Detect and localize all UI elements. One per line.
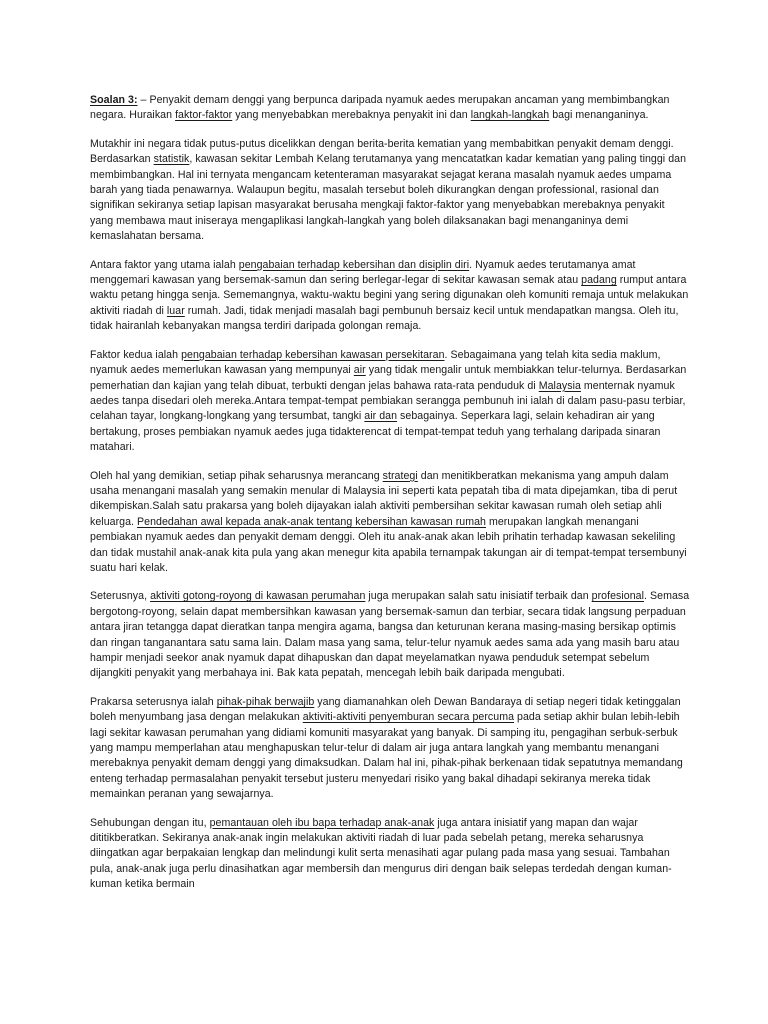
text-run: yang tidak mengalir untuk membiakkan telur-telurnya. Berdasarkan pemerhatian dan kajian yang telah dibuat, terbukti dengan jelas bahawa rata-rata penduduk di	[90, 364, 687, 392]
text-run: . Nyamuk aedes terutamanya amat menggemari kawasan yang bersemak-samun dan sering berlegar-legar di sekitar kawasan semak atau	[90, 258, 636, 287]
underlined-phrase: faktor-faktor	[175, 109, 233, 122]
underlined-phrase: pemantauan oleh ibu bapa terhadap anak-anak	[209, 816, 435, 829]
underlined-phrase: luar	[166, 304, 185, 317]
text-run: Faktor kedua ialah	[90, 348, 182, 361]
text-run: sebagainya. Seperkara lagi, selain kehadiran air yang bertakung, proses pembiakan nyamuk aedes juga tidakterencat di tempat-tempat teduh yang terhalang daripada sinaran matahari.	[90, 410, 661, 454]
text-run: – Penyakit demam denggi yang berpunca daripada nyamuk aedes merupakan ancaman yang membimbangkan negara. Huraikan	[90, 94, 670, 122]
underlined-phrase: langkah-langkah	[470, 109, 550, 122]
underlined-phrase: strategi	[382, 469, 418, 482]
text-run: merupakan langkah menangani pembiakan nyamuk aedes dan penyakit demam denggi. Oleh itu anak-anak akan lebih prihatin terhadap kawasan sekeliling dan tidak mustahil anak-anak kita pula yang akan menegur kita apabila ternampak takungan air di tempat-tempat tersembunyi suatu hari kelak.	[90, 515, 687, 574]
text-run: yang diamanahkan oleh Dewan Bandaraya di setiap negeri tidak ketinggalan boleh menyumbang jasa dengan melakukan	[90, 695, 681, 724]
underlined-phrase: Pendedahan awal kepada anak-anak tentang kebersihan kawasan rumah	[137, 515, 486, 528]
body-paragraph	[90, 348, 690, 456]
body-paragraph	[90, 816, 690, 893]
underlined-phrase: pengabaian terhadap kebersihan kawasan persekitaran	[181, 348, 445, 361]
underlined-phrase: air dan	[364, 410, 398, 423]
text-run: juga merupakan salah satu inisiatif terbaik dan	[365, 590, 592, 603]
document-page	[90, 93, 690, 906]
underlined-phrase: statistik	[153, 153, 190, 166]
text-run: dan menitikberatkan mekanisma yang ampuh dalam usaha menangani masalah yang semakin menular di Malaysia ini seperti kata pepatah tiba di mata dipejamkan, tiba di perut dikempiskan.Salah satu prakarsa yang boleh dijayakan ialah aktiviti pembersihan sekitar kawasan rumah oleh setiap ahli keluarga.	[90, 469, 678, 528]
text-run: Mutakhir ini negara tidak putus-putus dicelikkan dengan berita-berita kematian yang membabitkan penyakit demam denggi. Berdasarkan	[90, 137, 674, 166]
question-label: Soalan 3:	[90, 94, 138, 106]
text-run: Sehubungan dengan itu,	[90, 816, 210, 829]
text-run: juga antara inisiatif yang mapan dan wajar dititikberatkan. Sekiranya anak-anak ingin melakukan aktiviti riadah di luar pada sebelah petang, mereka seharusnya diingatkan agar berpakaian lengkap dan melindungi kulit serta menasihati agar pulang pada masa yang sesuai. Tambahan pula, anak-anak juga perlu dinasihatkan agar membersih dan mengurus diri dengan baik selepas terdedah dengan kuman-kuman ketika bermain	[90, 816, 672, 891]
body-paragraph	[90, 137, 690, 245]
text-run: . Sebagaimana yang telah kita sedia maklum, nyamuk aedes memerlukan kawasan yang mempunyai	[90, 348, 661, 377]
body-paragraph	[90, 695, 690, 803]
text-run: Prakarsa seterusnya ialah	[90, 695, 217, 708]
text-run: . Semasa bergotong-royong, selain dapat membersihkan kawasan yang bersemak-samun dan terbiar, secara tidak langsung perpaduan antara jiran tetangga dapat dieratkan tanpa mengira agama, bangsa dan keturunan kerana masing-masing bersikap optimis dan ringan tanganantara satu sama lain. Dalam masa yang sama, telur-telur nyamuk aedes sama ada yang masih baru atau hampir menjadi seekor anak nyamuk dapat dihapuskan dan dapat meyelamatkan nyawa penduduk setempat sebelum dijangkiti penyakit yang merbahaya ini. Bak kata pepatah, mencegah lebih baik daripada mengubati.	[90, 590, 690, 680]
text-run: pada setiap akhir bulan lebih-lebih lagi sekitar kawasan perumahan yang didiami komuniti masyarakat yang banyak. Di samping itu, pengagihan serbuk-serbuk yang mampu memperlahan atau menghapuskan telur-telur di dalam air juga antara langkah yang membantu menangani merebaknya penyakit demam denggi yang dimaksudkan. Dalam hal ini, pihak-pihak berkenaan tidak sepatutnya memandang enteng terhadap permasalahan penyakit tersebut justeru menyedari risiko yang bakal dihadapi sekiranya mereka tidak memainkan peranan yang sewajarnya.	[90, 711, 683, 801]
underlined-phrase: aktiviti gotong-royong di kawasan perumahan	[150, 590, 366, 603]
underlined-phrase: pihak-pihak berwajib	[216, 695, 315, 708]
text-run: bagi menanganinya.	[549, 109, 649, 122]
underlined-phrase: profesional	[591, 590, 645, 603]
underlined-phrase: Malaysia	[538, 379, 581, 392]
text-run: , kawasan sekitar Lembah Kelang terutamanya yang mencatatkan kadar kematian yang paling tinggi dan membimbangkan. Hal ini ternyata mengancam ketenteraman masyarakat sejagat kerana masalah nyamuk aedes umpama barah yang tiada penawarnya. Walaupun begitu, masalah tersebut boleh dikurangkan dengan professional, rasional dan signifikan sekiranya setiap lapisan masyarakat berusaha mengkaji faktor-faktor yang menyebabkan merebaknya penyakit yang membawa maut iniseraya mengaplikasi langkah-langkah yang boleh dilaksanakan bagi menanganinya demi kemaslahatan bersama.	[90, 153, 687, 243]
body-paragraph	[90, 258, 690, 335]
text-run: menternak nyamuk aedes tanpa disedari oleh mereka.Antara tempat-tempat pembiakan serangga pembunuh ini ialah di dalam pasu-pasu terbiar, celahan tayar, longkang-longkang yang tersumbat, tangki	[90, 379, 686, 423]
underlined-phrase: aktiviti-aktiviti penyemburan secara percuma	[302, 711, 515, 724]
text-run: Oleh hal yang demikian, setiap pihak seharusnya merancang	[90, 469, 383, 482]
body-paragraph	[90, 469, 690, 577]
underlined-phrase: padang	[581, 274, 617, 287]
body-paragraph	[90, 589, 690, 681]
question-paragraph	[90, 93, 690, 124]
underlined-phrase: pengabaian terhadap kebersihan dan disiplin diri	[238, 258, 470, 271]
text-run: Seterusnya,	[90, 590, 151, 603]
text-run: rumput antara waktu petang hingga senja. Sememangnya, waktu-waktu begini yang sering digunakan oleh komuniti remaja untuk melakukan aktiviti riadah di	[90, 274, 689, 317]
underlined-phrase: air	[353, 364, 366, 377]
text-run: rumah. Jadi, tidak menjadi masalah bagi pembunuh bersaiz kecil untuk mendapatkan mangsa. Oleh itu, tidak hairanlah kebanyakan mangsa terdiri daripada golongan remaja.	[90, 304, 679, 333]
text-run: yang menyebabkan merebaknya penyakit ini dan	[232, 109, 471, 122]
text-run: Antara faktor yang utama ialah	[90, 258, 239, 271]
